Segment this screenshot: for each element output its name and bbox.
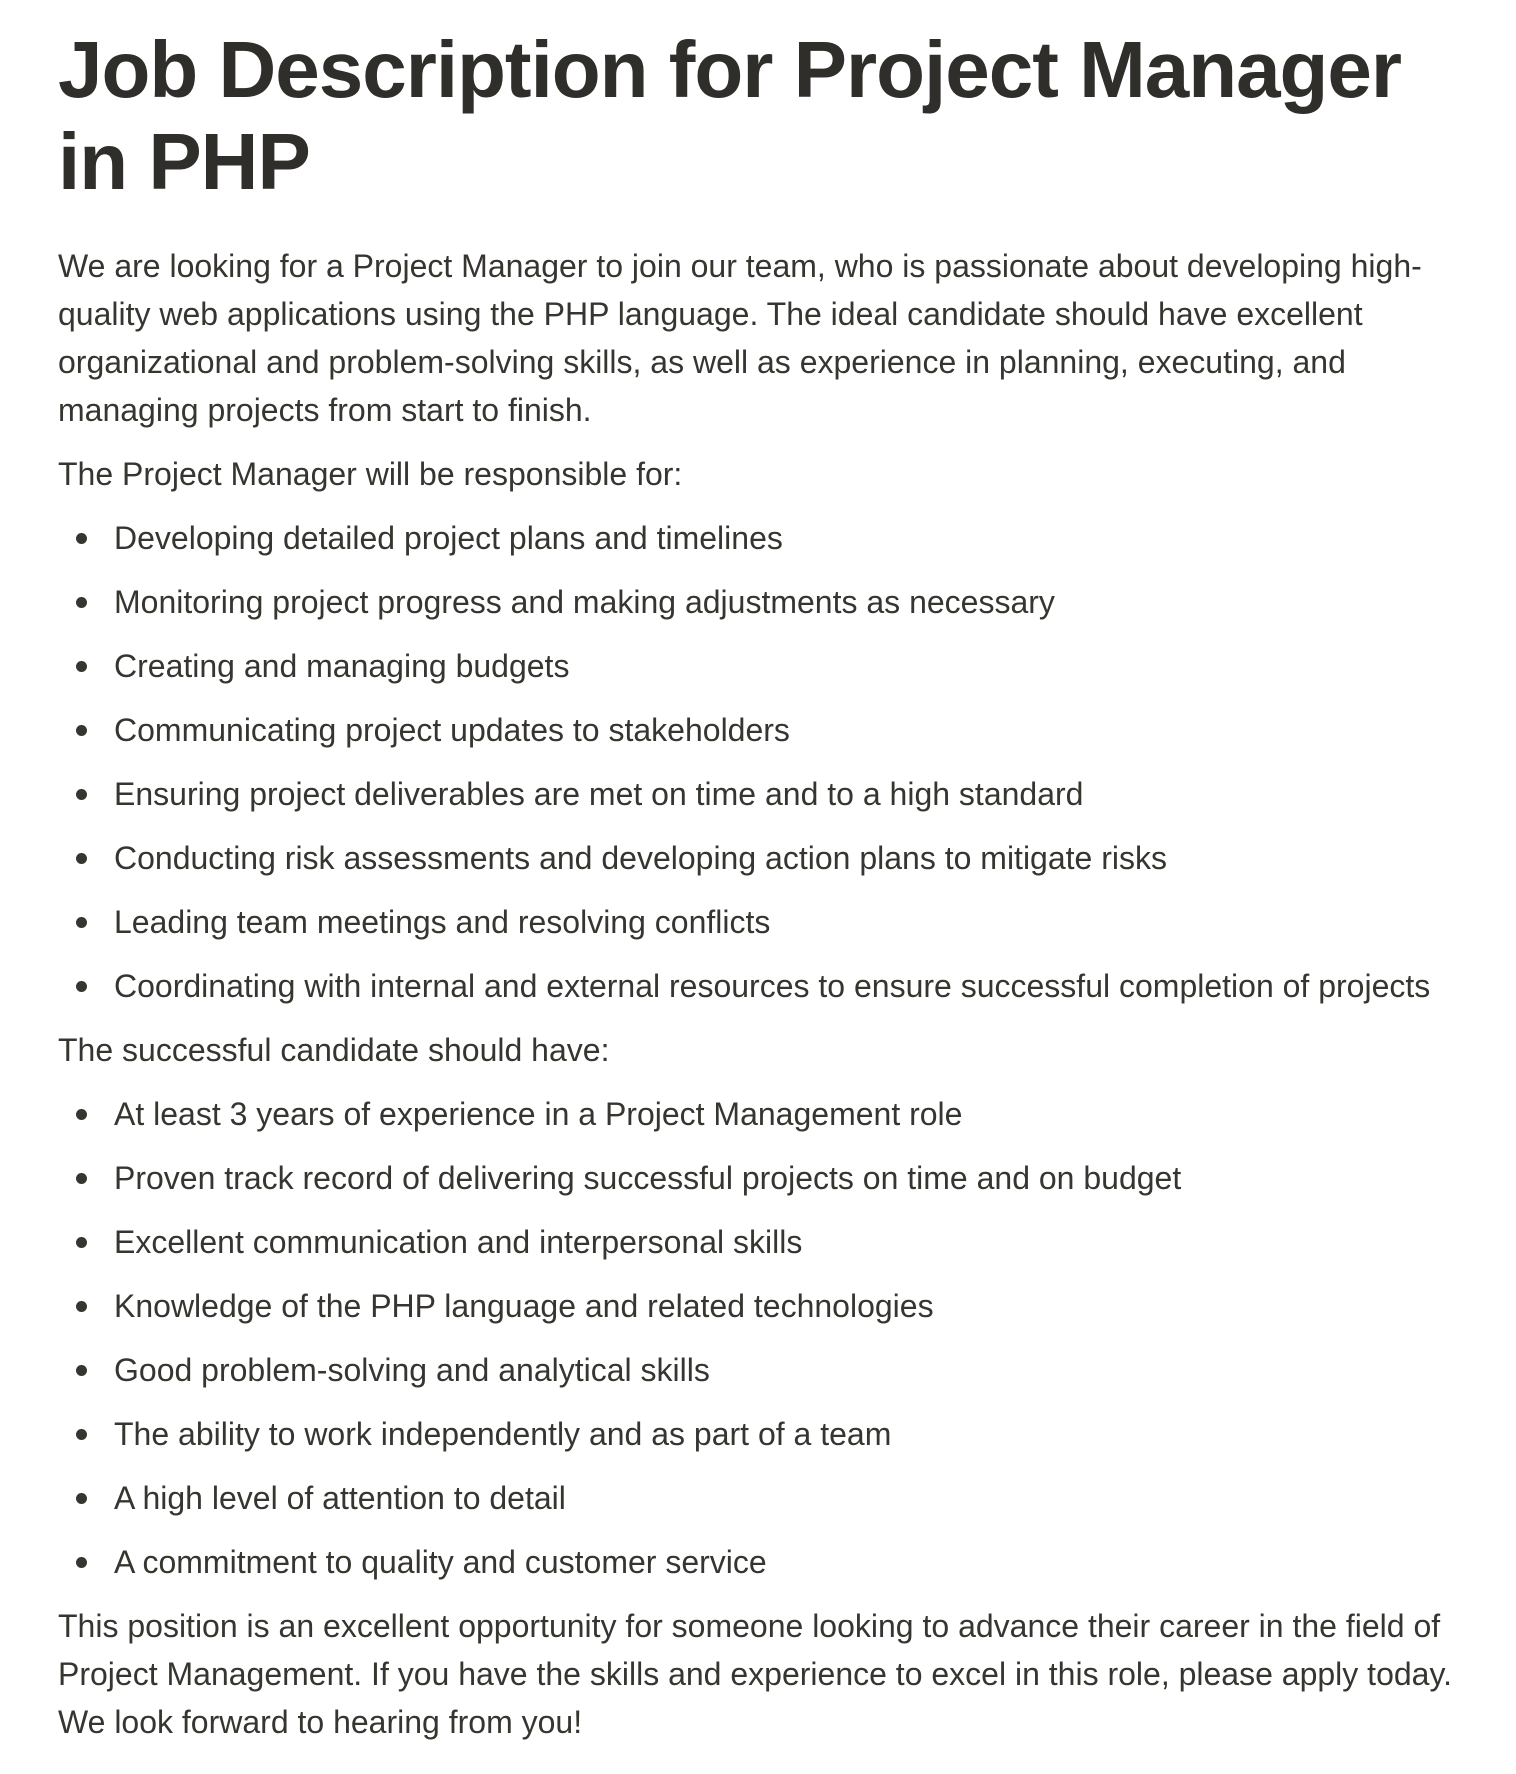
list-item — [58, 1410, 1476, 1458]
bullet-icon — [76, 1557, 87, 1568]
list-item-text: Proven track record of delivering successful projects on time and on budget — [114, 1160, 1182, 1196]
closing-paragraph: This position is an excellent opportunity for someone looking to advance their career in the field of Project Management. If you have the skills and experience to excel in this role, please apply today. We look forward to hearing from you! — [58, 1608, 1452, 1740]
list-item-text: The ability to work independently and as part of a team — [114, 1416, 892, 1452]
list-item — [58, 642, 1476, 690]
list-item-text: A high level of attention to detail — [114, 1480, 566, 1516]
list-item-text: Ensuring project deliverables are met on time and to a high standard — [114, 776, 1084, 812]
bullet-icon — [76, 1173, 87, 1184]
bullet-icon — [76, 533, 87, 544]
bullet-icon — [76, 1365, 87, 1376]
list-item — [58, 1154, 1476, 1202]
list-item — [58, 578, 1476, 626]
list-item — [58, 706, 1476, 754]
list-item — [58, 1346, 1476, 1394]
list-item-text: Conducting risk assessments and developing action plans to mitigate risks — [114, 840, 1167, 876]
list-item — [58, 1090, 1476, 1138]
list-item — [58, 1474, 1476, 1522]
bullet-icon — [76, 1301, 87, 1312]
list-item-text: At least 3 years of experience in a Project Management role — [114, 1096, 963, 1132]
requirements-list — [58, 1090, 1476, 1586]
list-item — [58, 514, 1476, 562]
list-item-text: Excellent communication and interpersonal skills — [114, 1224, 803, 1260]
list-item — [58, 770, 1476, 818]
bullet-icon — [76, 789, 87, 800]
list-item-text: Coordinating with internal and external resources to ensure successful completion of projects — [114, 968, 1431, 1004]
bullet-icon — [76, 853, 87, 864]
bullet-icon — [76, 725, 87, 736]
list-item — [58, 1538, 1476, 1586]
list-item-text: Communicating project updates to stakeholders — [114, 712, 790, 748]
bullet-icon — [76, 981, 87, 992]
list-item — [58, 898, 1476, 946]
list-item-text: Developing detailed project plans and timelines — [114, 520, 783, 556]
requirements-heading: The successful candidate should have: — [58, 1032, 610, 1068]
list-item — [58, 834, 1476, 882]
list-item — [58, 1282, 1476, 1330]
list-item-text: Knowledge of the PHP language and related technologies — [114, 1288, 934, 1324]
bullet-icon — [76, 1493, 87, 1504]
bullet-icon — [76, 1237, 87, 1248]
list-item-text: Leading team meetings and resolving conflicts — [114, 904, 771, 940]
bullet-icon — [76, 597, 87, 608]
list-item-text: Creating and managing budgets — [114, 648, 570, 684]
list-item — [58, 962, 1476, 1010]
list-item-text: Good problem-solving and analytical skills — [114, 1352, 710, 1388]
responsibilities-list — [58, 514, 1476, 1010]
responsibilities-heading: The Project Manager will be responsible for: — [58, 456, 683, 492]
page-title: Job Description for Project Manager in PHP — [58, 25, 1402, 206]
intro-paragraph: We are looking for a Project Manager to join our team, who is passionate about developing high-quality web applications using the PHP language. The ideal candidate should have excellent organizational and problem-solving skills, as well as experience in planning, executing, and managing projects from start to finish. — [58, 248, 1422, 428]
bullet-icon — [76, 1109, 87, 1120]
bullet-icon — [76, 917, 87, 928]
list-item-text: Monitoring project progress and making adjustments as necessary — [114, 584, 1055, 620]
bullet-icon — [76, 1429, 87, 1440]
list-item — [58, 1218, 1476, 1266]
list-item-text: A commitment to quality and customer service — [114, 1544, 767, 1580]
bullet-icon — [76, 661, 87, 672]
